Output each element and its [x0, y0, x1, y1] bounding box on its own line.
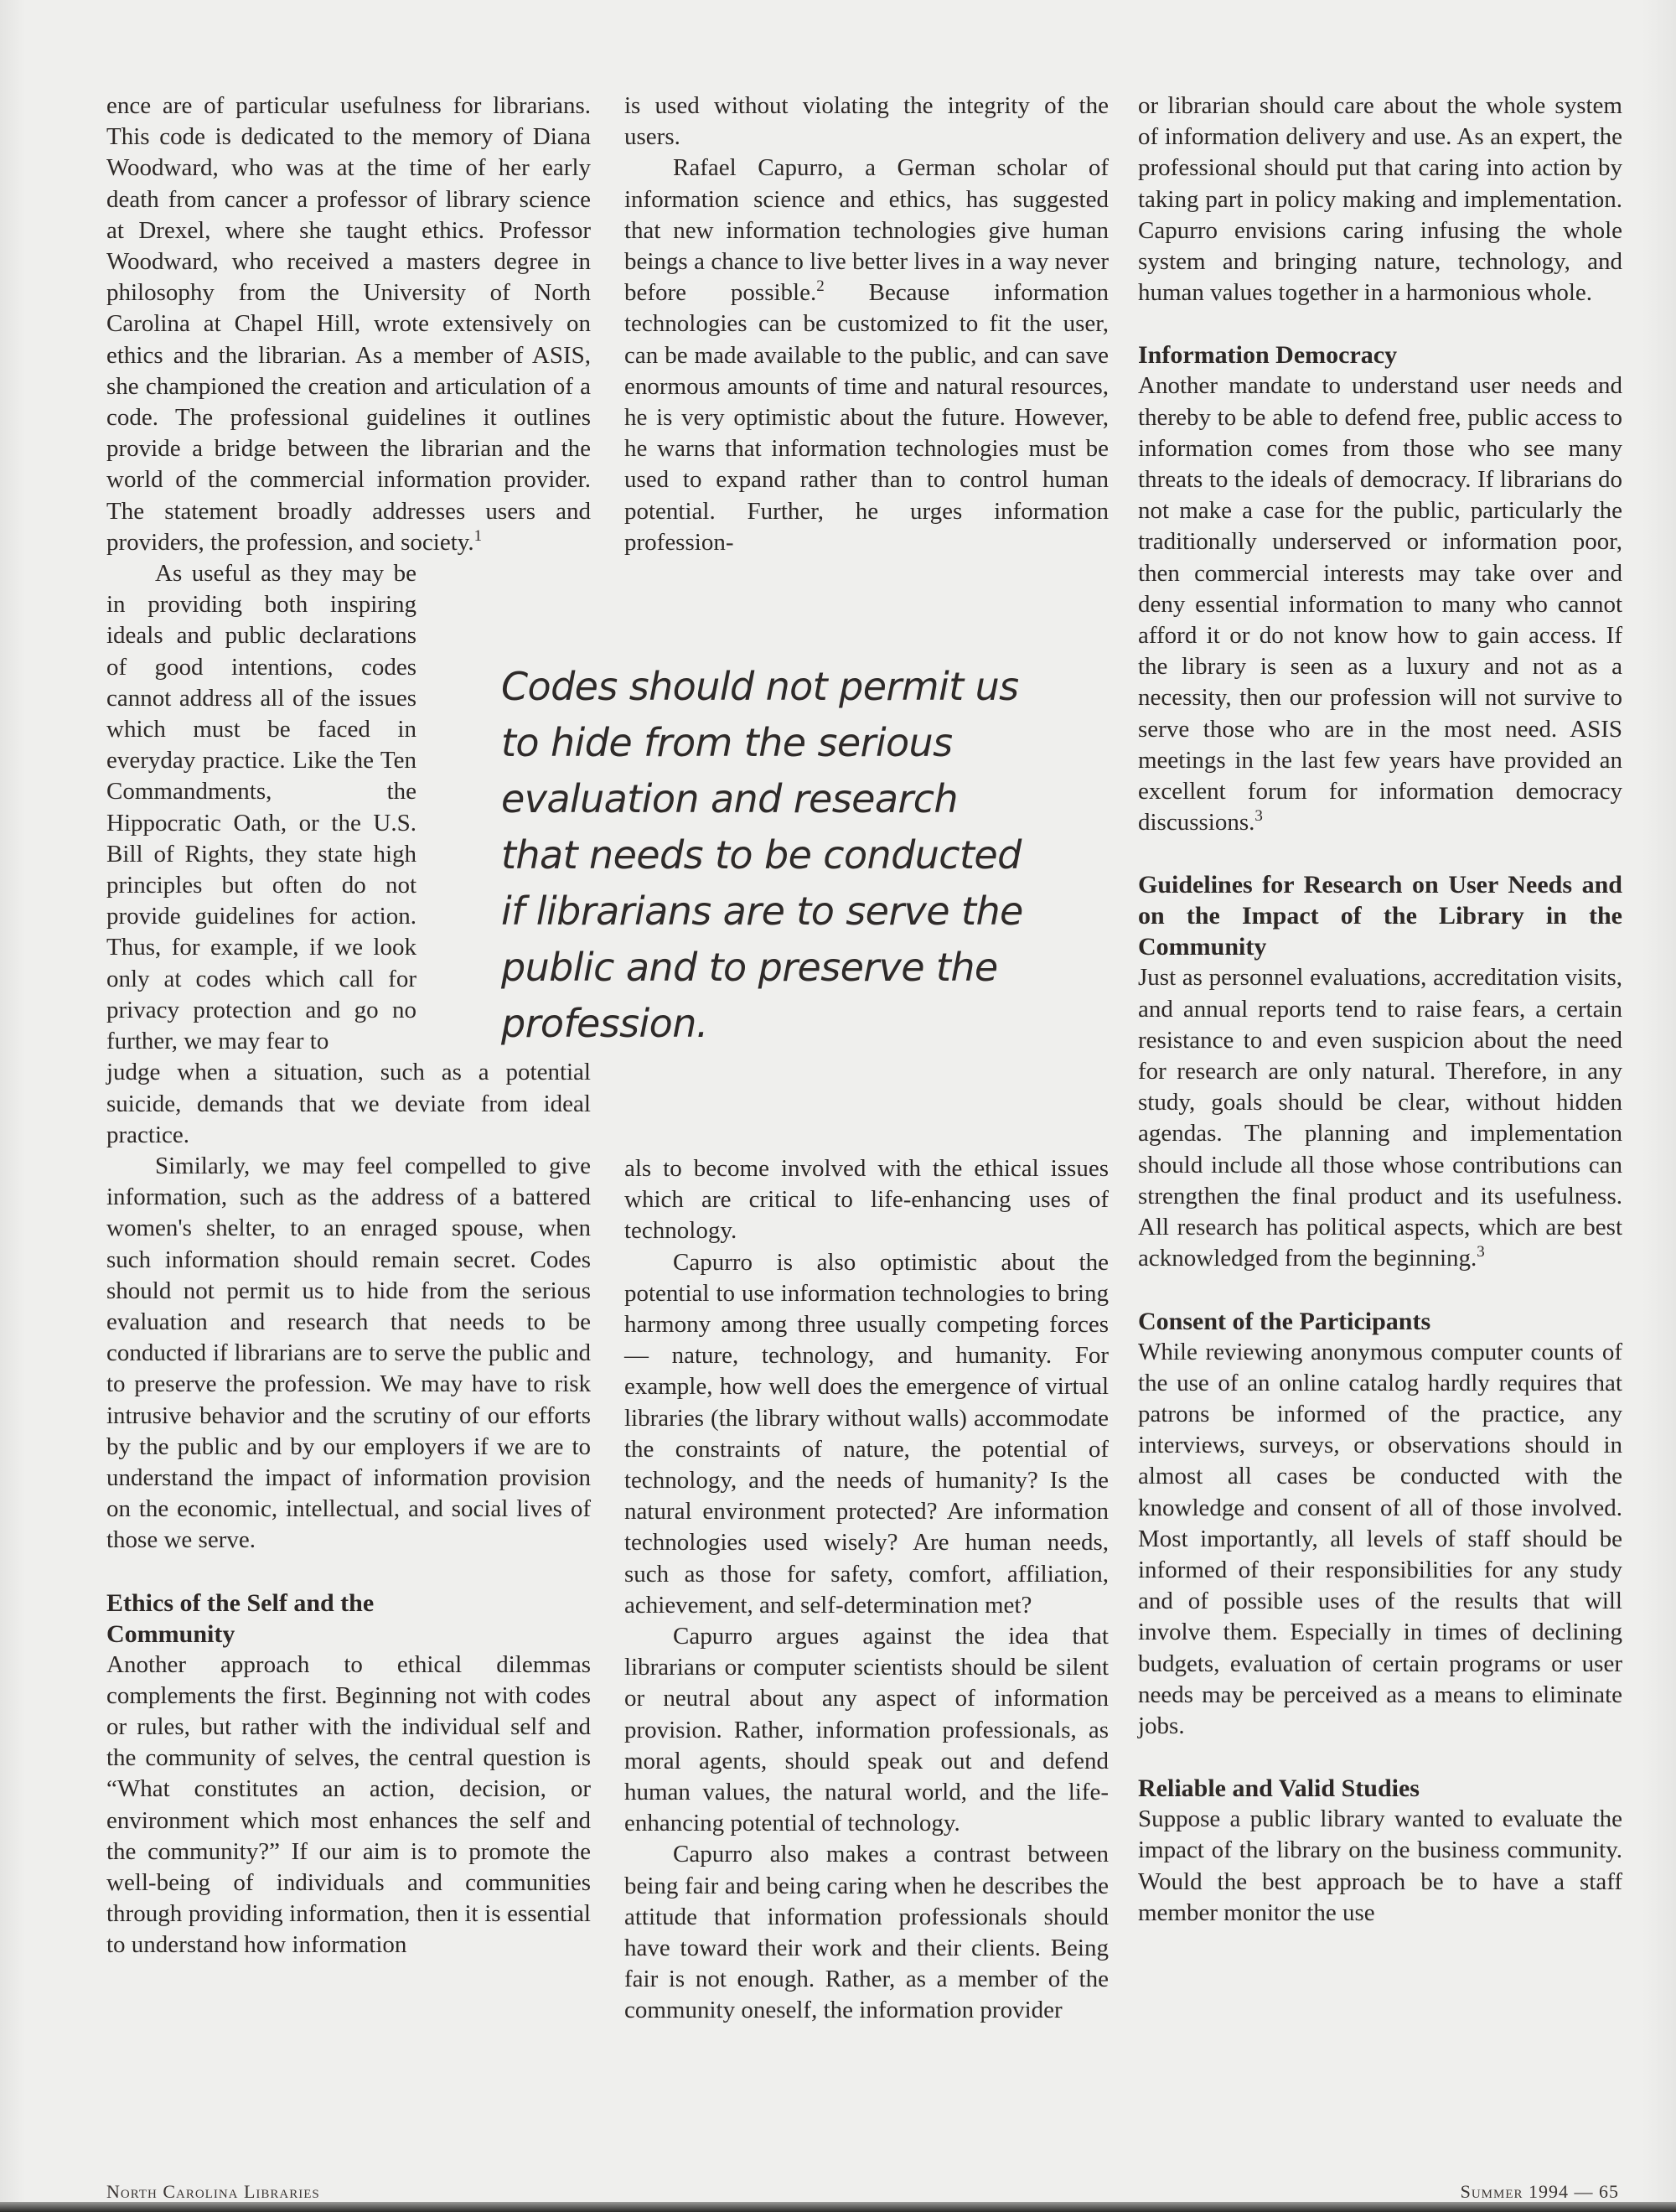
footnote-ref: 1 [473, 526, 483, 545]
body-paragraph: Capurro also makes a contrast between being fair and being caring when he describes the attitude that information professionals should have toward their work and their clients. Being fair is not enough. Rather, as a member of the community oneself, the information provider [624, 1841, 1109, 2024]
body-paragraph: als to become involved with the ethical issues which are critical to life-enhancing uses of technology. [624, 1155, 1109, 1245]
pull-quote-line: evaluation and research [501, 776, 958, 821]
footnote-ref: 2 [816, 277, 825, 296]
middle-column-top [624, 91, 1109, 558]
body-paragraph: or librarian should care about the whole system of information delivery and use. As an expert, the professional should put that caring into action by taking part in policy making and implementation. Capurro envisions caring infusing the whole system and bringing nature, technology, and human values together in a harmonious whole. [1138, 92, 1622, 307]
body-paragraph: is used without violating the integrity of the users. [624, 92, 1109, 151]
pull-quote [501, 659, 1088, 1052]
body-paragraph: Capurro argues against the idea that librarians or computer scientists should be silent or neutral about any aspect of information provision. Rather, information professionals, as moral agents, should speak out and defend human values, the natural world, and the life-enhancing potential of technology. [624, 1623, 1109, 1837]
section-heading-guidelines: Guidelines for Research on User Needs and on the Impact of the Library in the Community [1138, 871, 1622, 961]
body-paragraph: Rafael Capurro, a German scholar of information science and ethics, has suggested that new information technologies give human beings a chance to live better lives in a way never before possible.$^2$ Because information technologies can be customized to fit the user, can be made available to the public, and can save enormous amounts of time and natural resources, he is very optimistic about the future. However, he warns that information technologies must be used to expand rather than to control human potential. Further, he urges information profession- [624, 154, 1109, 556]
body-paragraph: Similarly, we may feel compelled to give information, such as the address of a battered women's shelter, to an enraged spouse, when such information should remain secret. Codes should not permit us to hide from the serious evaluation and research that needs to be conducted if librarians are to serve the public and to preserve the profession. We may have to risk intrusive behavior and the scrutiny of our efforts by the public and by our employers if we are to understand the impact of information provision on the economic, intellectual, and social lives of those we serve. [106, 1152, 591, 1554]
pull-quote-line: if librarians are to serve the [501, 888, 1023, 934]
section-heading-ethics: Ethics of the Self and the Community [106, 1588, 375, 1648]
section-heading-consent: Consent of the Participants [1138, 1307, 1431, 1335]
body-paragraph: Another mandate to understand user needs and thereby to be able to defend free, public access to information comes from those who see many threats to the ideals of democracy. If librarians do not make a case for the public, particularly the traditionally underserved or information poor, then commercial interests may take over and deny essential information to many who cannot afford it or do not know how to gain access. If the library is seen as a luxury and not as a necessity, then our profession will not survive to serve those who are in the most need. ASIS meetings in the last few years have provided an excellent forum for information democracy discussions.$^3$ [1138, 372, 1622, 837]
right-column [1138, 91, 1622, 1929]
page-bottom-edge [0, 2202, 1676, 2212]
pull-quote-line: profession. [501, 1001, 708, 1046]
section-heading-democracy: Information Democracy [1138, 341, 1398, 370]
footnote-ref: 3 [1477, 1243, 1485, 1261]
body-paragraph: Another approach to ethical dilemmas complements the first. Beginning not with codes or rules, but rather with the individual self and the community of selves, the central question is “What constitutes an action, decision, or environment which most enhances the self and the community?” If our aim is to promote the well-being of individuals and communities through providing information, then it is essential to understand how information [106, 1650, 591, 1959]
footer-issue-page: Summer 1994 — 65 [1460, 2181, 1619, 2202]
footnote-ref: 3 [1254, 807, 1263, 826]
pull-quote-line: that needs to be conducted [501, 832, 1022, 878]
body-paragraph: Capurro is also optimistic about the potential to use information technologies to bring harmony among three usually competing forces — nature, technology, and humanity. For example, how well does the emergence of virtual libraries (the library without walls) accommodate the constraints of nature, the potential of technology, and the needs of humanity? Is the natural environment protected? Are information technologies used wisely? Are human needs, such as those for safety, comfort, affiliation, achievement, and self-determination met? [624, 1248, 1109, 1619]
section-heading-reliable: Reliable and Valid Studies [1138, 1774, 1420, 1803]
middle-column-bottom [624, 1153, 1109, 2027]
body-paragraph: While reviewing anonymous computer counts of the use of an online catalog hardly requires that patrons be informed of the practice, any interviews, surveys, or observations should in almost all cases be conducted with the knowledge and consent of all of those involved. Most importantly, all levels of staff should be informed of their responsibilities for any study and of possible uses of the results that will involve them. Especially in times of declining budgets, evaluation of certain programs or user needs may be perceived as a means to eliminate jobs. [1138, 1338, 1622, 1739]
body-paragraph: judge when a situation, such as a potential suicide, demands that we deviate from ideal practice. [106, 1059, 591, 1148]
body-paragraph: Suppose a public library wanted to evaluate the impact of the library on the business community. Would the best approach be to have a staff member monitor the use [1138, 1805, 1622, 1926]
footer-publication-name: North Carolina Libraries [106, 2181, 320, 2202]
body-paragraph-narrow: As useful as they may be in providing both inspiring ideals and public declarations of good intentions, codes cannot address all of the issues which must be faced in everyday practice. Like the Ten Commandments, the Hippocratic Oath, or the U.S. Bill of Rights, they state high principles but often do not provide guidelines for action. Thus, for example, if we look only at codes which call for privacy protection and go no further, we may fear to [106, 560, 416, 1055]
pull-quote-line: to hide from the serious [501, 720, 953, 765]
body-paragraph: Just as personnel evaluations, accreditation visits, and annual reports tend to raise fears, a certain resistance to and even suspicion about the need for research are only natural. Therefore, in any study, goals should be clear, without hidden agendas. The planning and implementation should include all those whose contributions can strengthen the final product and its usefulness. All research has political aspects, which are best acknowledged from the beginning.$^3$ [1138, 964, 1622, 1272]
body-paragraph: ence are of particular usefulness for librarians. This code is dedicated to the memory of Diana Woodward, who was at the time of her early death from cancer a professor of library science at Drexel, where she taught ethics. Professor Woodward, who received a masters degree in philosophy from the University of North Carolina at Chapel Hill, wrote extensively on ethics and the librarian. As a member of ASIS, she championed the creation and articulation of a code. The professional guidelines it outlines provide a bridge between the librarian and the world of the commercial information provider. The statement broadly addresses users and providers, the profession, and society.$^1$ [106, 92, 591, 556]
pull-quote-line: public and to preserve the [501, 945, 998, 990]
pull-quote-line: Codes should not permit us [501, 664, 1019, 709]
